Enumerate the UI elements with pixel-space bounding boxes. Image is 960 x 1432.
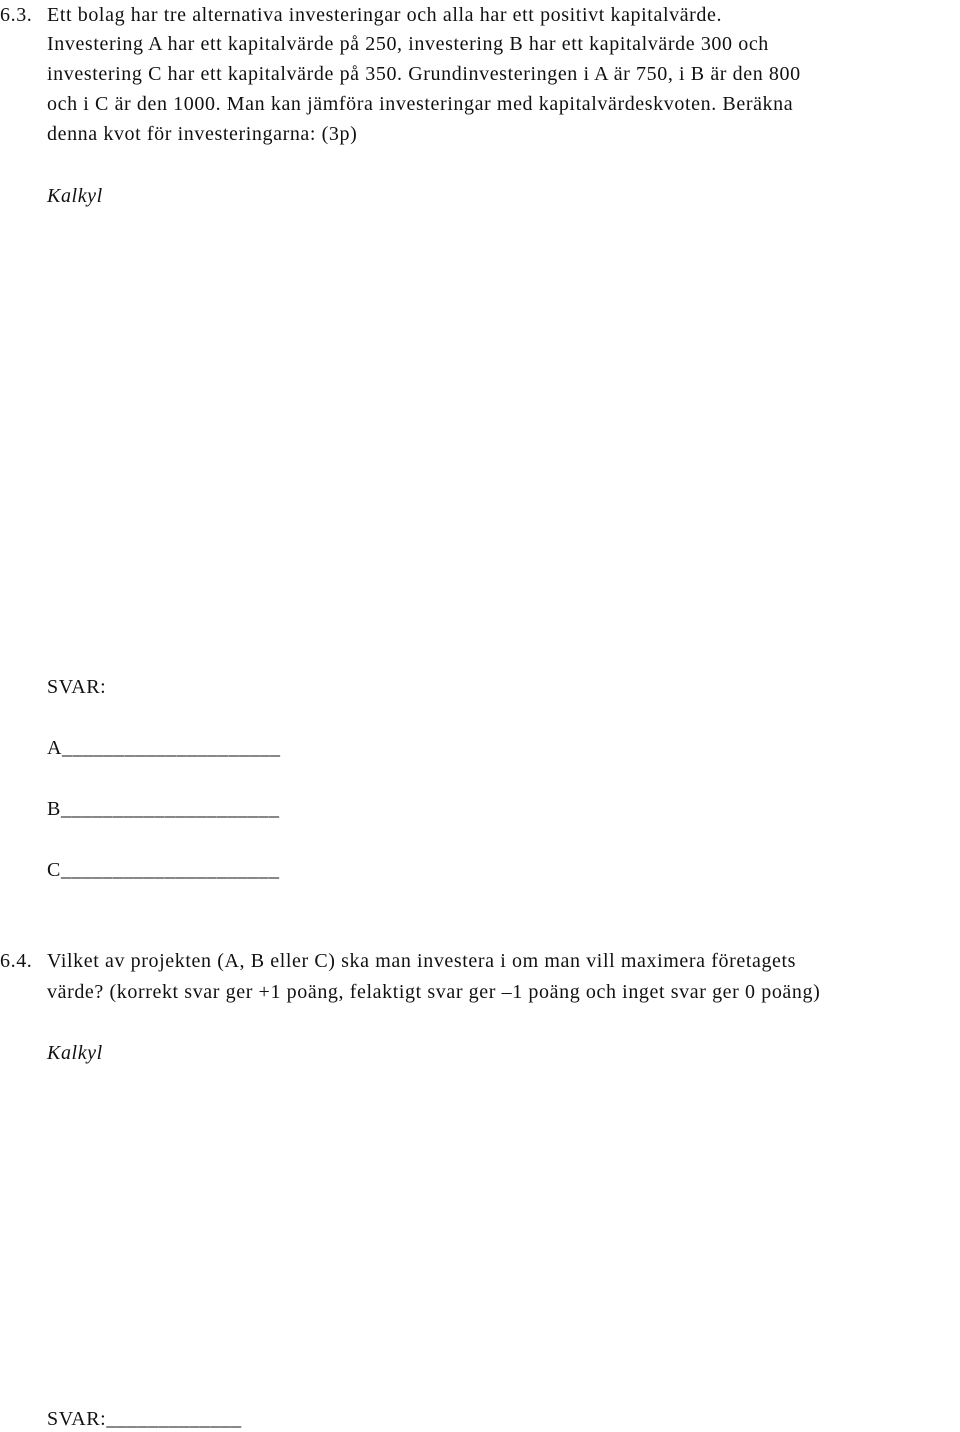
question-text-line: investering C har ett kapitalvärde på 350. Grundinvesteringen i A är 750, i B är den 800 (47, 63, 801, 85)
answer-label: B (47, 798, 61, 820)
answer-field-c[interactable] (47, 857, 279, 883)
answer-field-a[interactable] (47, 735, 280, 761)
question-text-line: Vilket av projekten (A, B eller C) ska man investera i om man vill maximera företagets (47, 950, 797, 972)
svar-label: SVAR: (47, 1408, 107, 1430)
answer-blank[interactable]: _____________________ (62, 737, 281, 759)
answer-label: C (47, 859, 61, 881)
question-text-line: denna kvot för investeringarna: (3p) (47, 123, 358, 145)
question-text-line: Ett bolag har tre alternativa investeringar och alla har ett positivt kapitalvärde. (47, 4, 723, 26)
question-text-line: Investering A har ett kapitalvärde på 250, investering B har ett kapitalvärde 300 och (47, 33, 769, 55)
answer-blank[interactable]: _____________________ (60, 859, 280, 881)
kalkyl-label: Kalkyl (47, 185, 103, 207)
question-number: 6.3. (0, 4, 33, 26)
svar-field[interactable] (47, 1406, 242, 1432)
question-number: 6.4. (0, 950, 33, 972)
answer-label: A (47, 737, 63, 759)
question-text-line: och i C är den 1000. Man kan jämföra investeringar med kapitalvärdeskvoten. Beräkna (47, 93, 794, 115)
answer-field-b[interactable] (47, 796, 279, 822)
answer-blank[interactable]: _____________________ (60, 798, 280, 820)
svar-label: SVAR: (47, 676, 107, 698)
kalkyl-label: Kalkyl (47, 1042, 103, 1064)
answer-blank[interactable]: _____________ (106, 1408, 242, 1430)
question-text-line: värde? (korrekt svar ger +1 poäng, felaktigt svar ger –1 poäng och inget svar ger 0 poäng) (47, 981, 821, 1003)
